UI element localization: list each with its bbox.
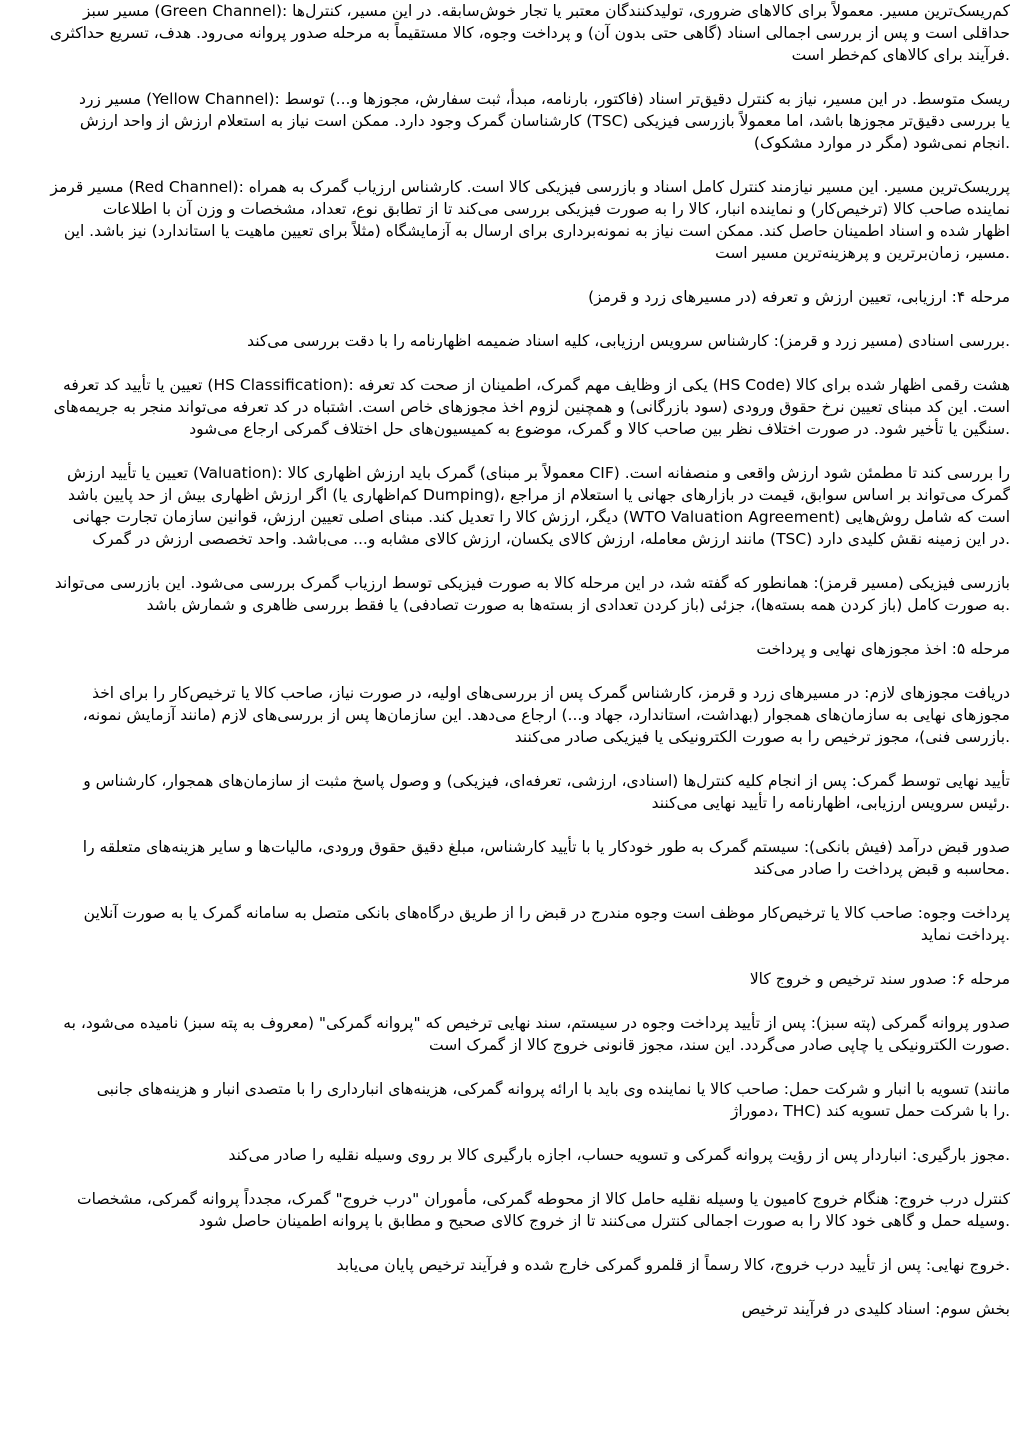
paragraph-gap: [10, 814, 1010, 836]
paragraph: [10, 88, 1010, 154]
text-line: یا بررسی دقیق‌تر مجوزها باشد، اما معمولاً بازرسی فیزیکی (TSC) کارشناسان گمرک وجود دارد. ممکن است نیاز به استعلام ارزش از واحد ارزش: [79, 112, 1010, 130]
paragraph-gap: [10, 66, 1010, 88]
paragraph-gap: [10, 748, 1010, 770]
paragraph-gap: [10, 1166, 1010, 1188]
section-heading: [10, 1298, 1010, 1320]
text-line: پرریسک‌ترین مسیر. این مسیر نیازمند کنترل کامل اسناد و بازرسی فیزیکی کالا است. کارشناس ارزیاب گمرک به همراه :(Red Channel) مسیر قرمز: [50, 178, 1010, 196]
text-line: .فرآیند برای کالاهای کم‌خطر است: [791, 46, 1010, 64]
paragraph-gap: [10, 660, 1010, 682]
paragraph: [10, 682, 1010, 748]
paragraph-gap: [10, 308, 1010, 330]
text-line: بخش سوم: اسناد کلیدی در فرآیند ترخیص: [741, 1300, 1010, 1318]
text-line: مرحله ۵: اخذ مجوزهای نهایی و پرداخت: [756, 640, 1010, 658]
text-line: مرحله ۴: ارزیابی، تعیین ارزش و تعرفه (در مسیرهای زرد و قرمز): [588, 288, 1010, 306]
text-line: کنترل درب خروج: هنگام خروج کامیون یا وسیله نقلیه حامل کالا از محوطه گمرکی، مأموران "درب خروج" گمرک، مجدداً پروانه گمرکی، مشخصات: [77, 1190, 1010, 1208]
text-line: دریافت مجوزهای لازم: در مسیرهای زرد و قرمز، کارشناس گمرک پس از بررسی‌های اولیه، در صورت نیاز، صاحب کالا یا ترخیص‌کار را برای اخذ: [92, 684, 1010, 702]
text-line: مجوزهای نهایی به سازمان‌های همجوار (بهداشت، استاندارد، جهاد و...) ارجاع می‌دهد. این سازمان‌ها پس از بررسی‌های لازم (مانند آزمایش نمونه،: [82, 706, 1010, 724]
paragraph-gap: [10, 1122, 1010, 1144]
text-line: مرحله ۶: صدور سند ترخیص و خروج کالا: [749, 970, 1010, 988]
text-line: .مجوز بارگیری: انباردار پس از رؤیت پروانه گمرکی و تسویه حساب، اجازه بارگیری کالا بر روی وسیله نقلیه را صادر می‌کند: [228, 1146, 1010, 1164]
text-line: .پرداخت نماید: [920, 926, 1010, 944]
text-line: تأیید نهایی توسط گمرک: پس از انجام کلیه کنترل‌ها (اسنادی، ارزشی، تعرفه‌ای، فیزیکی) و وصول پاسخ مثبت از سازمان‌های همجوار، کارشناس و: [83, 772, 1010, 790]
text-line: کم‌ریسک‌ترین مسیر. معمولاً برای کالاهای ضروری، تولیدکنندگان معتبر یا تجار خوش‌سابقه. در این مسیر، کنترل‌ها :(Green Channel) مسیر سبز: [82, 2, 1010, 20]
paragraph-gap: [10, 616, 1010, 638]
paragraph: [10, 330, 1010, 352]
paragraph-gap: [10, 1276, 1010, 1298]
paragraph-gap: [10, 990, 1010, 1012]
section-heading: [10, 638, 1010, 660]
document-page: [10, 0, 1010, 1446]
document-body: [10, 0, 1010, 1320]
section-heading: [10, 286, 1010, 308]
paragraph: [10, 836, 1010, 880]
paragraph-gap: [10, 1056, 1010, 1078]
paragraph-gap: [10, 946, 1010, 968]
text-line: .محاسبه و قبض پرداخت را صادر می‌کند: [753, 860, 1010, 878]
text-line: را بررسی کند تا مطمئن شود ارزش واقعی و منصفانه است. (CIF معمولاً بر مبنای) گمرک باید ارزش اظهاری کالا :(Valuation) تعیین یا تأیید ارزش: [66, 464, 1010, 482]
paragraph-gap: [10, 1232, 1010, 1254]
text-line: اظهار شده و اسناد اطمینان حاصل کند. ممکن است نیاز به نمونه‌برداری برای ارسال به آزمایشگاه (مثلاً برای تعیین ماهیت یا استاندارد) نیز باشد. این: [63, 222, 1010, 240]
text-line: .انجام نمی‌شود (مگر در موارد مشکوک): [753, 134, 1010, 152]
paragraph: [10, 1188, 1010, 1232]
text-line: ریسک متوسط. در این مسیر، نیاز به کنترل دقیق‌تر اسناد (فاکتور، بارنامه، مبدأ، ثبت سفارش، مجوزها و...) توسط :(Yellow Channel) مسیر زرد: [79, 90, 1010, 108]
text-line: پرداخت وجوه: صاحب کالا یا ترخیص‌کار موظف است وجوه مندرج در قبض را از طریق درگاه‌های بانکی متصل به سامانه گمرک یا به صورت آنلاین: [83, 904, 1010, 922]
text-line: است که شامل روش‌هایی (WTO Valuation Agreement) دیگر، ارزش کالا را تعدیل کند. مبنای اصلی تعیین ارزش، قوانین سازمان تجارت جهانی: [72, 508, 1010, 526]
section-heading: [10, 968, 1010, 990]
paragraph: [10, 0, 1010, 66]
text-line: .در این زمینه نقش کلیدی دارد (TSC) مانند ارزش معامله، ارزش کالای یکسان، ارزش کالای مشابه و... می‌باشد. واحد تخصصی ارزش در گمرک: [92, 530, 1010, 548]
paragraph-gap: [10, 440, 1010, 462]
text-line: است. این کد مبنای تعیین نرخ حقوق ورودی (سود بازرگانی) و همچنین لزوم اخذ مجوزهای خاص است. اشتباه در کد تعرفه می‌تواند منجر به جریمه‌های: [53, 398, 1010, 416]
paragraph-gap: [10, 264, 1010, 286]
text-line: .بررسی اسنادی (مسیر زرد و قرمز): کارشناس سرویس ارزیابی، کلیه اسناد ضمیمه اظهارنامه را با دقت بررسی می‌کند: [247, 332, 1010, 350]
text-line: .صورت الکترونیکی یا چاپی صادر می‌گردد. این سند، مجوز قانونی خروج کالا از گمرک است: [428, 1036, 1010, 1054]
text-line: .خروج نهایی: پس از تأیید درب خروج، کالا رسماً از قلمرو گمرکی خارج شده و فرآیند ترخیص پایان می‌یابد: [336, 1256, 1010, 1274]
paragraph-gap: [10, 880, 1010, 902]
paragraph: [10, 1254, 1010, 1276]
text-line: صدور قبض درآمد (فیش بانکی): سیستم گمرک به طور خودکار یا با تأیید کارشناس، مبلغ دقیق حقوق ورودی، مالیات‌ها و سایر هزینه‌های متعلقه را: [82, 838, 1010, 856]
text-line: .را با شرکت حمل تسویه کند (THC ،دموراژ: [730, 1102, 1010, 1120]
paragraph: [10, 1144, 1010, 1166]
paragraph: [10, 1078, 1010, 1122]
text-line: .سنگین یا تأخیر شود. در صورت اختلاف نظر بین صاحب کالا و گمرک، موضوع به کمیسیون‌های حل اختلاف گمرکی ارجاع می‌شود: [189, 420, 1010, 438]
paragraph: [10, 176, 1010, 264]
text-line: بازرسی فیزیکی (مسیر قرمز): همانطور که گفته شد، در این مرحله کالا به صورت فیزیکی توسط ارزیاب گمرک بررسی می‌شود. این بازرسی می‌تواند: [54, 574, 1010, 592]
paragraph: [10, 374, 1010, 440]
text-line: .بازرسی فنی)، مجوز ترخیص را به صورت الکترونیکی یا فیزیکی صادر می‌کنند: [514, 728, 1010, 746]
paragraph: [10, 902, 1010, 946]
text-line: .مسیر، زمان‌برترین و پرهزینه‌ترین مسیر است: [715, 244, 1010, 262]
text-line: حداقلی است و پس از بررسی اجمالی اسناد (گاهی حتی بدون آن) و پرداخت وجوه، کالا مستقیماً به مرحله صدور پروانه می‌رود. هدف، تسریع حداکثری: [49, 24, 1010, 42]
text-line: .رئیس سرویس ارزیابی، اظهارنامه را تأیید نهایی می‌کنند: [651, 794, 1010, 812]
paragraph-gap: [10, 550, 1010, 572]
paragraph: [10, 572, 1010, 616]
paragraph: [10, 462, 1010, 550]
paragraph-gap: [10, 352, 1010, 374]
text-line: گمرک می‌تواند بر اساس سوابق، قیمت در بازارهای جهانی یا استعلام از مراجع ،(Dumping کم‌اظهاری یا) اگر ارزش اظهاری بیش از حد پایین باشد: [68, 486, 1010, 504]
text-line: .وسیله حمل و گاهی خود کالا را به صورت اجمالی کنترل می‌کنند تا از خروج کالای صحیح و مطابق با پروانه اطمینان حاصل شود: [198, 1212, 1010, 1230]
text-line: .به صورت کامل (باز کردن همه بسته‌ها)، جزئی (باز کردن تعدادی از بسته‌ها به صورت تصادفی) یا فقط بررسی ظاهری و شمارش باشد: [146, 596, 1010, 614]
text-line: هشت رقمی اظهار شده برای کالا (HS Code) یکی از وظایف مهم گمرک، اطمینان از صحت کد تعرفه :(HS Classification) تعیین یا تأیید کد تعرفه: [63, 376, 1010, 394]
paragraph: [10, 1012, 1010, 1056]
text-line: مانند) تسویه با انبار و شرکت حمل: صاحب کالا یا نماینده وی باید با ارائه پروانه گمرکی، هزینه‌های انبارداری را با متصدی انبار و هزینه‌های جانبی: [96, 1080, 1010, 1098]
text-line: نماینده صاحب کالا (ترخیص‌کار) و نماینده انبار، کالا را به صورت فیزیکی بررسی می‌کند تا از تطابق نوع، تعداد، مشخصات و وزن آن با اطلاعات: [102, 200, 1010, 218]
paragraph: [10, 770, 1010, 814]
paragraph-gap: [10, 154, 1010, 176]
text-line: صدور پروانه گمرکی (پته سبز): پس از تأیید پرداخت وجوه در سیستم، سند نهایی ترخیص که "پروانه گمرکی" (معروف به پته سبز) نامیده می‌شود، به: [63, 1014, 1010, 1032]
